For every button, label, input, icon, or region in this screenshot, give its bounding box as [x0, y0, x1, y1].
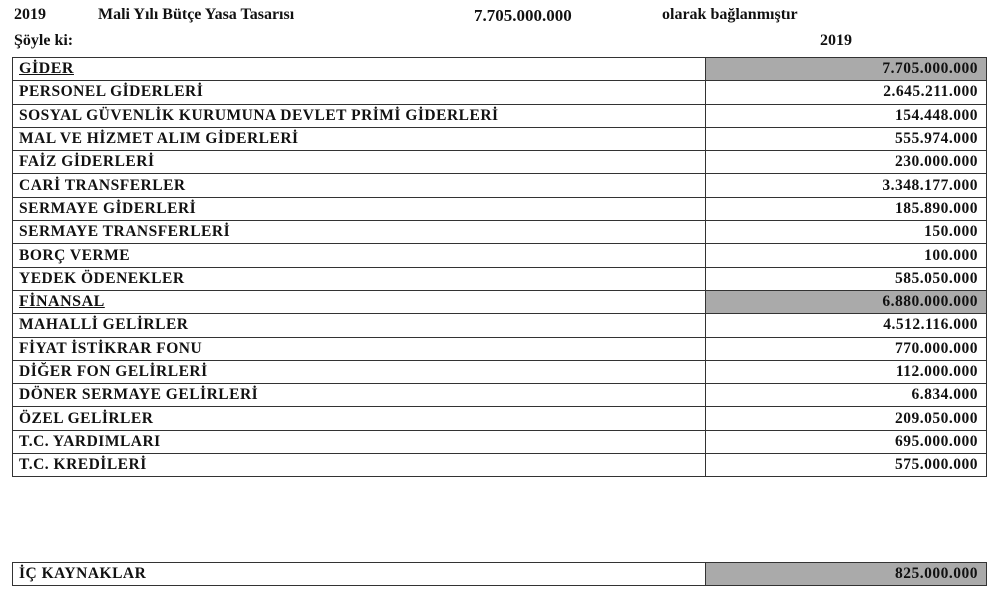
table-row: [13, 244, 987, 267]
table-row: [13, 267, 987, 290]
row-label: DİĞER FON GELİRLERİ: [13, 360, 706, 383]
row-label: BORÇ VERME: [13, 244, 706, 267]
row-value: 2.645.211.000: [706, 81, 987, 104]
row-label: MAHALLİ GELİRLER: [13, 314, 706, 337]
row-value: 770.000.000: [706, 337, 987, 360]
table-row: [13, 407, 987, 430]
table-row: [13, 197, 987, 220]
row-value: 575.000.000: [706, 454, 987, 477]
table-row: [13, 360, 987, 383]
table-row: [13, 337, 987, 360]
row-label: FİYAT İSTİKRAR FONU: [13, 337, 706, 360]
table-row: [13, 81, 987, 104]
table-row: [13, 151, 987, 174]
row-value: 6.834.000: [706, 384, 987, 407]
table-subheader: [0, 30, 1000, 50]
column-year-header: 2019: [820, 32, 852, 49]
row-value: 585.050.000: [706, 267, 987, 290]
table-row: [13, 430, 987, 453]
header-suffix: olarak bağlanmıştır: [662, 6, 798, 23]
row-value: 185.890.000: [706, 197, 987, 220]
ic-kaynaklar-label: İÇ KAYNAKLAR: [13, 563, 706, 586]
section-row: [13, 290, 987, 313]
row-label: MAL VE HİZMET ALIM GİDERLERİ: [13, 127, 706, 150]
row-label: T.C. YARDIMLARI: [13, 430, 706, 453]
row-value: 230.000.000: [706, 151, 987, 174]
table-row: [13, 384, 987, 407]
table-row: [13, 104, 987, 127]
budget-table-body: [13, 58, 987, 477]
row-label: FAİZ GİDERLERİ: [13, 151, 706, 174]
table-row: [13, 127, 987, 150]
subheader-label: Şöyle ki:: [14, 32, 74, 49]
row-label: T.C. KREDİLERİ: [13, 454, 706, 477]
table-row: [13, 454, 987, 477]
row-label: SOSYAL GÜVENLİK KURUMUNA DEVLET PRİMİ GİDERLERİ: [13, 104, 706, 127]
row-value: 695.000.000: [706, 430, 987, 453]
section-label: FİNANSAL: [13, 290, 706, 313]
header-total-amount: 7.705.000.000: [474, 6, 572, 25]
row-label: SERMAYE GİDERLERİ: [13, 197, 706, 220]
header-title: Mali Yılı Bütçe Yasa Tasarısı: [98, 6, 295, 23]
section-label: GİDER: [13, 58, 706, 81]
row-value: 4.512.116.000: [706, 314, 987, 337]
ic-kaynaklar-value: 825.000.000: [706, 563, 987, 586]
row-value: 154.448.000: [706, 104, 987, 127]
row-label: ÖZEL GELİRLER: [13, 407, 706, 430]
budget-table: [12, 57, 987, 477]
ic-kaynaklar-row: [13, 563, 987, 586]
table-row: [13, 314, 987, 337]
row-label: CARİ TRANSFERLER: [13, 174, 706, 197]
row-label: SERMAYE TRANSFERLERİ: [13, 221, 706, 244]
row-value: 100.000: [706, 244, 987, 267]
ic-kaynaklar-table: [12, 562, 987, 586]
section-row: [13, 58, 987, 81]
row-value: 209.050.000: [706, 407, 987, 430]
row-label: PERSONEL GİDERLERİ: [13, 81, 706, 104]
row-label: YEDEK ÖDENEKLER: [13, 267, 706, 290]
row-value: 112.000.000: [706, 360, 987, 383]
table-row: [13, 174, 987, 197]
header-year: 2019: [14, 6, 46, 23]
table-row: [13, 221, 987, 244]
row-label: DÖNER SERMAYE GELİRLERİ: [13, 384, 706, 407]
row-value: 555.974.000: [706, 127, 987, 150]
row-value: 150.000: [706, 221, 987, 244]
section-total: 6.880.000.000: [706, 290, 987, 313]
row-value: 3.348.177.000: [706, 174, 987, 197]
section-total: 7.705.000.000: [706, 58, 987, 81]
document-header: [0, 4, 1000, 26]
